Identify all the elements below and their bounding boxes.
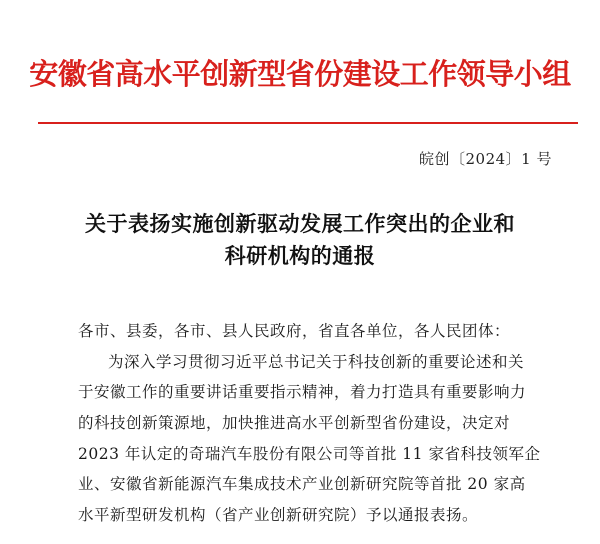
body-line: 水平新型研发机构（省产业创新研究院）予以通报表扬。 <box>78 506 479 524</box>
red-separator-line <box>38 122 578 124</box>
body-line: 2023 年认定的奇瑞汽车股份有限公司等首批 11 家省科技领军企 <box>78 445 541 463</box>
body-line: 为深入学习贯彻习近平总书记关于科技创新的重要论述和关 <box>108 353 525 371</box>
body-line: 业、安徽省新能源汽车集成技术产业创新研究院等首批 20 家高 <box>78 475 526 493</box>
body-line: 于安徽工作的重要讲话重要指示精神，着力打造具有重要影响力 <box>78 383 527 401</box>
salutation: 各市、县委，各市、县人民政府，省直各单位，各人民团体： <box>78 322 511 340</box>
title-line-2: 科研机构的通报 <box>224 243 376 268</box>
body-line: 的科技创新策源地，加快推进高水平创新型省份建设，决定对 <box>78 414 511 432</box>
title-line-1: 关于表扬实施创新驱动发展工作突出的企业和 <box>85 211 515 236</box>
issuer-header: 安徽省高水平创新型省份建设工作领导小组 <box>29 57 571 91</box>
document-number: 皖创〔2024〕1 号 <box>419 150 552 168</box>
